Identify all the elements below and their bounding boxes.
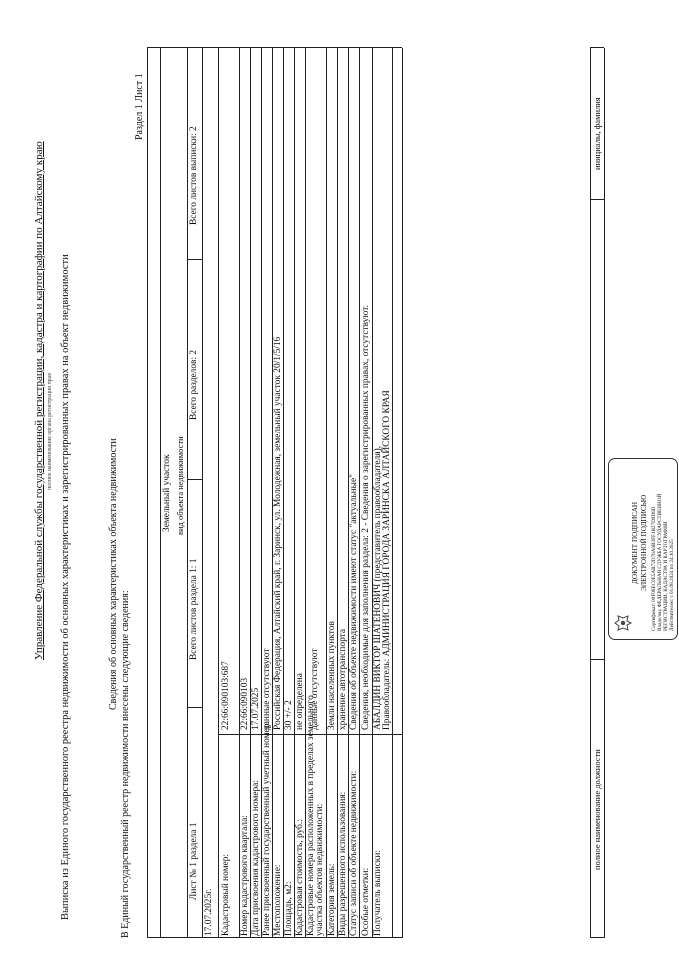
stamp-line2: ЭЛЕКТРОННОЙ ПОДПИСЬЮ [640, 494, 648, 591]
row-value: Сведения, необходимые для заполнения раздела: 2 - Сведения о зарегистрированных правах, отсутствуют. [361, 305, 371, 730]
row-label: Кадастровые номера расположенных в пределах земельного [306, 695, 316, 936]
row-label: Дата присвоения кадастрового номера: [251, 780, 261, 936]
agency-name: Управление Федеральной службы государственной регистрации, кадастра и картографии по Алтайскому краю [33, 141, 45, 660]
cadastral-number-label: Кадастровый номер: [221, 854, 231, 936]
object-type: Земельный участок [162, 454, 172, 532]
row-value: 17.07.2025 [251, 687, 261, 730]
row-label: Статус записи об объекте недвижимости: [349, 770, 359, 936]
position-caption: полное наименование должности [592, 749, 602, 870]
corner-label: Раздел 1 Лист 1 [134, 73, 145, 140]
row-value: 22:66:090103 [240, 677, 250, 730]
document-subtitle: Сведения об основных характеристиках объекта недвижимости [108, 438, 119, 710]
row-value: АБАЛДИН ВИКТОР ШАТЕНОВИЧ (представитель правообладателя), [373, 445, 383, 730]
signature-caption: инициалы, фамилия [592, 97, 602, 170]
row-value: 30 +/- 2 [284, 700, 294, 730]
row-value: хранение автотранспорта [338, 628, 348, 730]
sheet-label: Лист № 1 раздела 1 [189, 822, 199, 900]
extract-date: 17.07.2025г. [204, 888, 214, 936]
intro-text: В Единый государственный реестр недвижимости внесены следующие сведения: [120, 590, 131, 938]
row-label: Категория земель: [327, 863, 337, 936]
row-label: Площадь, м2: [284, 881, 294, 936]
total-sections: Всего разделов: 2 [189, 349, 199, 420]
cadastral-number: 22:66:090103:687 [221, 661, 231, 730]
row-value: Земли населенных пунктов [327, 621, 337, 730]
row-value: данные отсутствуют [262, 648, 272, 730]
document-title: Выписка из Единого государственного реестра недвижимости об основных характеристиках и зарегистрированных правах на объект недвижимости [60, 254, 71, 920]
total-sheets-section: Всего листов раздела 1: 1 [189, 558, 199, 660]
row-label: Виды разрешенного использования: [338, 791, 348, 936]
electronic-signature-stamp [608, 458, 678, 640]
row-label: Получатель выписки: [373, 850, 383, 936]
emblem-icon [613, 613, 633, 633]
stamp-validity: Действителен: с 01.08.2024 по 24.10.2025 [669, 539, 675, 631]
row-value: Сведения об объекте недвижимости имеют статус "актуальные" [349, 474, 359, 730]
agency-caption: полное наименование органа регистрации прав [47, 373, 53, 490]
row-value-continued: Правообладатель: АДМИНИСТРАЦИЯ ГОРОДА ЗАРИНСКА АЛТАЙСКОГО КРАЯ [382, 390, 392, 730]
row-label: Номер кадастрового квартала: [240, 815, 250, 936]
stamp-owner-continued: РЕГИСТРАЦИИ, КАДАСТРА И КАРТОГРАФИИ [663, 521, 669, 631]
row-value: данные отсутствуют [310, 648, 320, 730]
row-label: Особые отметки: [361, 867, 371, 936]
stamp-certificate: Сертификат: 00F08EC0E5AB72D76A0B3FF1B27D9D8D [651, 506, 657, 631]
object-type-caption: вид объекта недвижимости [175, 436, 185, 535]
total-sheets-extract: Всего листов выписки: 2 [189, 126, 199, 225]
row-value: не определена [295, 673, 305, 730]
stamp-owner: Владелец: ФЕДЕРАЛЬНАЯ СЛУЖБА ГОСУДАРСТВЕННОЙ [657, 493, 663, 631]
row-label: Ранее присвоенный государственный учетный номер: [262, 721, 272, 936]
row-value: Российская Федерация, Алтайский край, г. Заринск, ул. Молодежная, земельный участок 20/1/5/16 [273, 336, 283, 730]
row-label-continued: участка объектов недвижимости: [315, 803, 325, 936]
row-label: Кадастровая стоимость, руб.: [295, 819, 305, 936]
stamp-line1: ДОКУМЕНТ ПОДПИСАН [631, 501, 639, 584]
row-label: Местоположение: [273, 864, 283, 936]
